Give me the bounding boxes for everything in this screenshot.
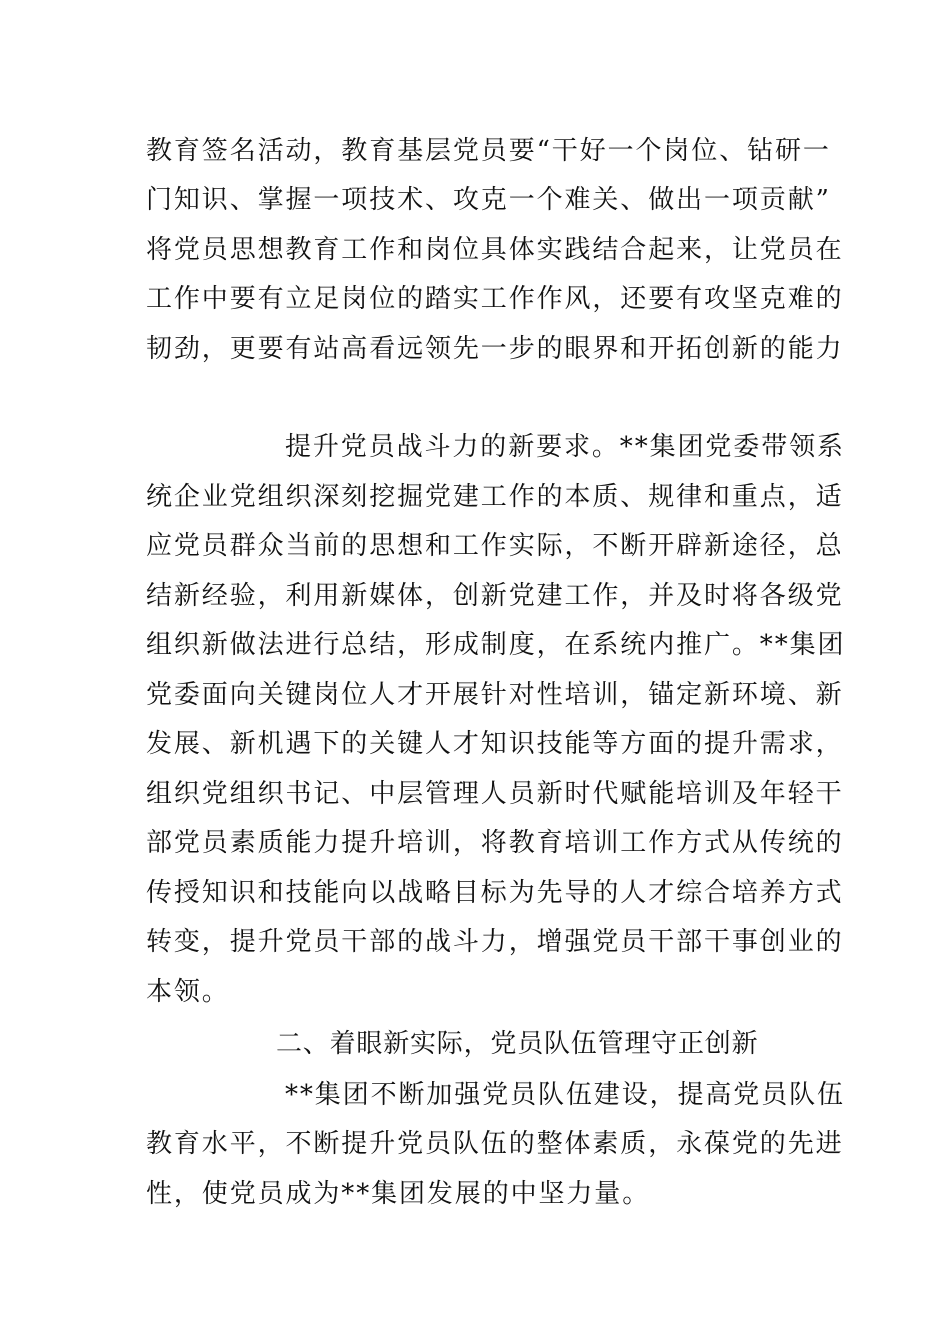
paragraph-2-line-4: 结新经验，利用新媒体，创新党建工作，并及时将各级党: [146, 581, 844, 611]
paragraph-3-line-2: 教育水平，不断提升党员队伍的整体素质，永葆党的先进: [146, 1129, 844, 1159]
paragraph-2-line-8: 组织党组织书记、中层管理人员新时代赋能培训及年轻干: [146, 779, 844, 809]
paragraph-1-line-3: 将党员思想教育工作和岗位具体实践结合起来，让党员在: [146, 235, 844, 265]
paragraph-2-line-5: 组织新做法进行总结，形成制度，在系统内推广。**集团: [146, 630, 846, 660]
paragraph-2-line-11: 转变，提升党员干部的战斗力，增强党员干部干事创业的: [146, 927, 844, 957]
paragraph-3-line-3: 性，使党员成为**集团发展的中坚力量。: [146, 1179, 651, 1209]
paragraph-2-line-9: 部党员素质能力提升培训，将教育培训工作方式从传统的: [146, 828, 844, 858]
paragraph-1-line-5: 韧劲，更要有站高看远领先一步的眼界和开拓创新的能力: [146, 334, 844, 364]
paragraph-1-line-4: 工作中要有立足岗位的踏实工作作风，还要有攻坚克难的: [146, 284, 844, 314]
paragraph-2-line-6: 党委面向关键岗位人才开展针对性培训，锚定新环境、新: [146, 680, 844, 710]
paragraph-2-line-3: 应党员群众当前的思想和工作实际，不断开辟新途径，总: [146, 531, 844, 561]
paragraph-2-line-12: 本领。: [146, 977, 230, 1007]
paragraph-2-line-2: 统企业党组织深刻挖掘党建工作的本质、规律和重点，适: [146, 482, 844, 512]
paragraph-1-line-1: 教育签名活动，教育基层党员要“干好一个岗位、钻研一: [146, 136, 831, 166]
paragraph-1-line-2: 门知识、掌握一项技术、攻克一个难关、做出一项贡献”: [146, 185, 831, 215]
paragraph-2-line-7: 发展、新机遇下的关键人才知识技能等方面的提升需求，: [146, 729, 844, 759]
section-heading: 二、着眼新实际，党员队伍管理守正创新: [276, 1029, 759, 1059]
paragraph-3-line-1: **集团不断加强党员队伍建设，提高党员队伍: [285, 1080, 845, 1110]
paragraph-2-line-10: 传授知识和技能向以战略目标为先导的人才综合培养方式: [146, 878, 844, 908]
paragraph-2-line-1: 提升党员战斗力的新要求。**集团党委带领系: [285, 432, 845, 462]
